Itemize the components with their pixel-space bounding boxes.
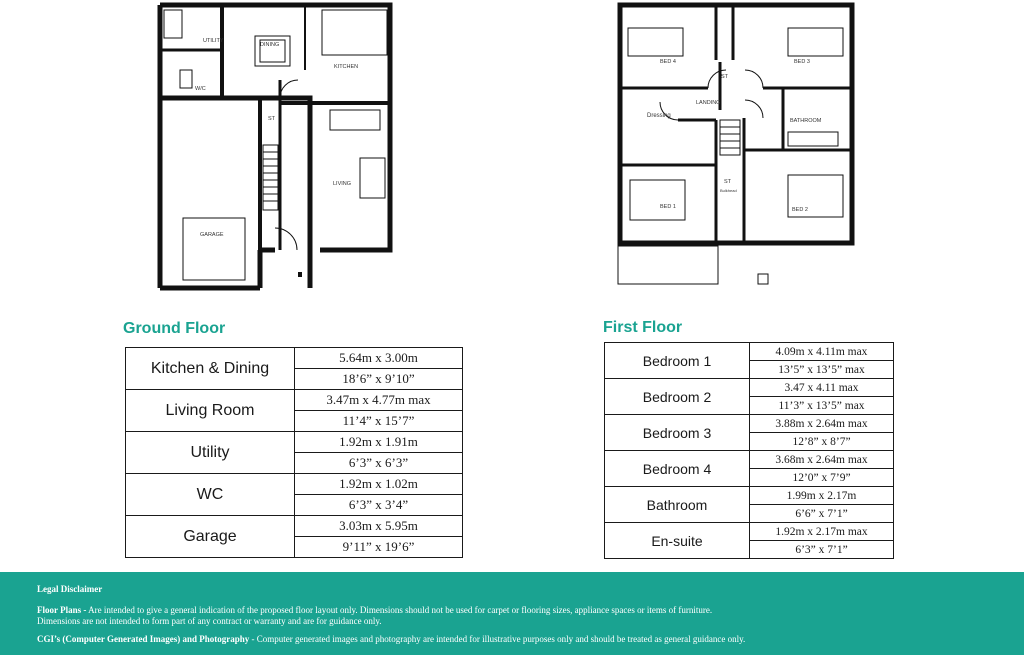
floor-plans-label: Floor Plans - bbox=[37, 604, 87, 615]
imperial-dimension: 9’11” x 19’6” bbox=[295, 537, 463, 558]
table-row bbox=[605, 523, 894, 541]
floor-plans-text-2: Dimensions are not intended to form part of any contract or warranty and are for guidance only. bbox=[37, 616, 382, 626]
ground-floor-plan bbox=[150, 0, 410, 295]
imperial-dimension: 11’3” x 13’5” max bbox=[750, 397, 894, 415]
label-utility: UTILITY bbox=[203, 38, 224, 44]
imperial-dimension: 6’3” x 3’4” bbox=[295, 495, 463, 516]
table-row bbox=[605, 415, 894, 433]
room-name: Bedroom 2 bbox=[605, 379, 750, 415]
floor-plans-text: Are intended to give a general indication of the proposed floor layout only. Dimensions should not be used for carpet or flooring sizes, appliance spaces or items of furniture. bbox=[86, 604, 713, 615]
ground-floor-title: Ground Floor bbox=[123, 320, 226, 337]
label-st2: ST bbox=[724, 179, 732, 185]
table-row bbox=[126, 474, 463, 495]
cgi-text: - Computer generated images and photography are intended for illustrative purposes only and should be treated as general guidance only. bbox=[249, 633, 746, 644]
metric-dimension: 3.68m x 2.64m max bbox=[750, 451, 894, 469]
table-row bbox=[126, 432, 463, 453]
cgi-disclaimer bbox=[37, 634, 1024, 646]
label-wc: W/C bbox=[195, 86, 206, 92]
metric-dimension: 1.92m x 1.02m bbox=[295, 474, 463, 495]
label-st1: ST bbox=[721, 74, 729, 80]
table-row bbox=[605, 487, 894, 505]
table-row bbox=[126, 348, 463, 369]
cgi-label: CGI’s (Computer Generated Images) and Photography bbox=[37, 633, 250, 644]
metric-dimension: 1.92m x 2.17m max bbox=[750, 523, 894, 541]
label-bed1: BED 1 bbox=[660, 204, 676, 210]
room-name: Utility bbox=[126, 432, 295, 474]
label-bathroom: BATHROOM bbox=[790, 118, 822, 124]
metric-dimension: 3.47 x 4.11 max bbox=[750, 379, 894, 397]
floor-plans-disclaimer bbox=[37, 605, 1024, 617]
room-name: Kitchen & Dining bbox=[126, 348, 295, 390]
room-name: Bedroom 1 bbox=[605, 343, 750, 379]
first-floor-table bbox=[604, 342, 894, 559]
table-row bbox=[605, 451, 894, 469]
first-floor-plan bbox=[608, 0, 858, 290]
imperial-dimension: 12’0” x 7’9” bbox=[750, 469, 894, 487]
label-living: LIVING bbox=[333, 181, 352, 187]
room-name: WC bbox=[126, 474, 295, 516]
imperial-dimension: 18’6” x 9’10” bbox=[295, 369, 463, 390]
imperial-dimension: 12’8” x 8’7” bbox=[750, 433, 894, 451]
label-landing: LANDING bbox=[696, 100, 721, 106]
label-st2-sub: Bulkhead bbox=[720, 188, 737, 193]
first-floor-title: First Floor bbox=[603, 319, 683, 336]
label-kitchen: KITCHEN bbox=[334, 64, 359, 70]
ground-floor-table bbox=[125, 347, 463, 558]
metric-dimension: 1.92m x 1.91m bbox=[295, 432, 463, 453]
label-dressing: Dressing bbox=[647, 113, 671, 119]
metric-dimension: 1.99m x 2.17m bbox=[750, 487, 894, 505]
label-st: ST bbox=[268, 116, 276, 122]
table-row bbox=[605, 379, 894, 397]
label-bed3: BED 3 bbox=[794, 59, 810, 65]
table-row bbox=[605, 343, 894, 361]
imperial-dimension: 13’5” x 13’5” max bbox=[750, 361, 894, 379]
legal-disclaimer bbox=[0, 572, 1024, 655]
imperial-dimension: 6’6” x 7’1” bbox=[750, 505, 894, 523]
metric-dimension: 4.09m x 4.11m max bbox=[750, 343, 894, 361]
room-name: Bathroom bbox=[605, 487, 750, 523]
label-bed2: BED 2 bbox=[792, 207, 808, 213]
room-name: Living Room bbox=[126, 390, 295, 432]
imperial-dimension: 6’3” x 6’3” bbox=[295, 453, 463, 474]
disclaimer-heading: Legal Disclaimer bbox=[37, 584, 103, 594]
table-row bbox=[126, 516, 463, 537]
imperial-dimension: 11’4” x 15’7” bbox=[295, 411, 463, 432]
label-dining: DINING bbox=[260, 42, 280, 48]
metric-dimension: 3.03m x 5.95m bbox=[295, 516, 463, 537]
room-name: En-suite bbox=[605, 523, 750, 559]
room-name: Bedroom 3 bbox=[605, 415, 750, 451]
room-name: Garage bbox=[126, 516, 295, 558]
label-garage: GARAGE bbox=[200, 232, 224, 238]
table-row bbox=[126, 390, 463, 411]
imperial-dimension: 6’3” x 7’1” bbox=[750, 541, 894, 559]
label-bed4: BED 4 bbox=[660, 59, 676, 65]
metric-dimension: 5.64m x 3.00m bbox=[295, 348, 463, 369]
metric-dimension: 3.88m x 2.64m max bbox=[750, 415, 894, 433]
room-name: Bedroom 4 bbox=[605, 451, 750, 487]
metric-dimension: 3.47m x 4.77m max bbox=[295, 390, 463, 411]
